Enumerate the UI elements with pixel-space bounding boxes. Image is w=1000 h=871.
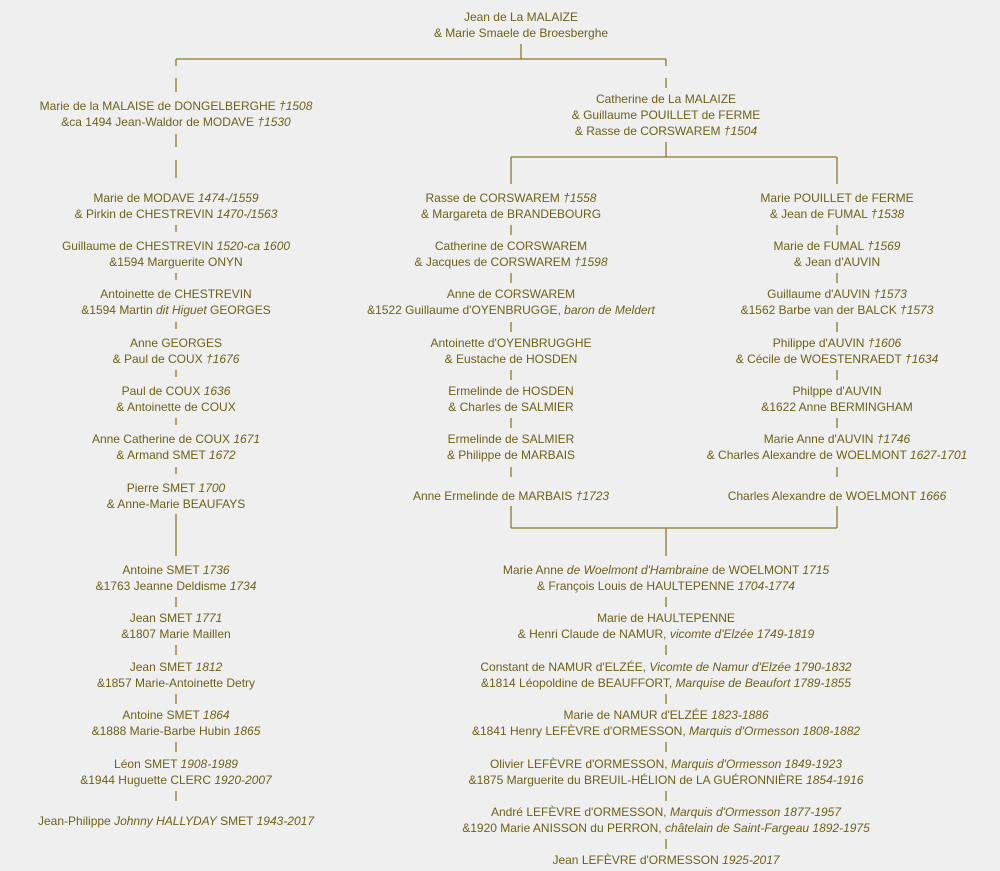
person-catherine-corswarem bbox=[415, 238, 608, 270]
person-text: Anne Ermelinde de MARBAIS bbox=[412, 489, 576, 503]
person-text: & Philippe de MARBAIS bbox=[446, 448, 576, 462]
person-date-or-title: 1474-/1559 bbox=[197, 191, 259, 205]
person-text: Catherine de La MALAIZE bbox=[595, 92, 737, 106]
person-text: &1594 Martin bbox=[81, 303, 156, 317]
person-antoine-smet-1864 bbox=[92, 707, 261, 739]
person-text: & Jean d'AUVIN bbox=[793, 255, 881, 269]
person-text: Léon SMET bbox=[114, 757, 181, 771]
person-date-or-title: 1636 bbox=[203, 384, 231, 398]
person-date-or-title: Marquis d'Ormesson 1849-1923 bbox=[670, 757, 843, 771]
person-text: &1622 Anne BERMINGHAM bbox=[761, 400, 913, 414]
person-text: Ermelinde de HOSDEN bbox=[448, 384, 574, 398]
person-line bbox=[518, 626, 814, 642]
person-text: Guillaume d'AUVIN bbox=[767, 287, 874, 301]
person-catherine-malaize bbox=[572, 91, 761, 139]
person-line bbox=[761, 399, 912, 415]
person-date-or-title: vicomte d'Elzée 1749-1819 bbox=[669, 627, 815, 641]
person-line bbox=[92, 707, 261, 723]
person-line bbox=[415, 254, 608, 270]
person-text: Constant de NAMUR d'ELZÉE, bbox=[480, 660, 650, 674]
person-text: Pierre SMET bbox=[126, 481, 199, 495]
person-line bbox=[434, 9, 608, 25]
person-text: Antoine SMET bbox=[122, 708, 203, 722]
person-line bbox=[413, 488, 609, 504]
person-rasse-corswarem bbox=[421, 190, 601, 222]
person-date-or-title: 1823-1886 bbox=[711, 708, 769, 722]
person-text: & Eustache de HOSDEN bbox=[444, 352, 578, 366]
person-jean-smet-1771 bbox=[121, 610, 230, 642]
person-text: &1841 Henry LEFÈVRE d'ORMESSON, bbox=[471, 724, 689, 738]
person-line bbox=[760, 206, 913, 222]
person-line bbox=[518, 610, 814, 626]
person-text: Anne Catherine de COUX bbox=[91, 432, 234, 446]
person-constant-namur bbox=[480, 659, 851, 691]
person-antoinette-oyenbrugghe bbox=[430, 335, 591, 367]
person-text: Antoine SMET bbox=[122, 563, 203, 577]
person-date-or-title: 1734 bbox=[229, 579, 257, 593]
person-text: &1594 Marguerite ONYN bbox=[109, 255, 243, 269]
person-line bbox=[448, 399, 573, 415]
person-text: Marie de HAULTEPENNE bbox=[597, 611, 735, 625]
person-line bbox=[96, 578, 257, 594]
person-date-or-title: 1704-1774 bbox=[737, 579, 795, 593]
person-line bbox=[415, 238, 608, 254]
person-text: Philippe d'AUVIN bbox=[772, 336, 868, 350]
person-text: & Pirkin de CHESTREVIN bbox=[74, 207, 217, 221]
person-text: &ca 1494 Jean-Waldor de MODAVE bbox=[61, 115, 258, 129]
person-text: & Marie Smaele de Broesberghe bbox=[433, 26, 609, 40]
person-ermelinde-hosden bbox=[448, 383, 573, 415]
person-text: Marie de NAMUR d'ELZÉE bbox=[563, 708, 712, 722]
person-line bbox=[421, 206, 601, 222]
person-text: Jean-Philippe bbox=[38, 814, 115, 828]
person-line bbox=[728, 488, 947, 504]
person-date-or-title: 1854-1916 bbox=[806, 773, 864, 787]
person-line bbox=[81, 302, 270, 318]
person-line bbox=[116, 383, 235, 399]
person-line bbox=[447, 431, 575, 447]
person-ermelinde-salmier bbox=[447, 431, 575, 463]
person-date-or-title: 1736 bbox=[202, 563, 230, 577]
person-anne-corswarem bbox=[367, 286, 655, 318]
person-line bbox=[75, 206, 278, 222]
person-line bbox=[741, 286, 934, 302]
person-text: &1944 Huguette CLERC bbox=[80, 773, 215, 787]
person-text: & Cécile de WOESTENRAEDT bbox=[735, 352, 905, 366]
person-line bbox=[80, 756, 271, 772]
person-line bbox=[40, 98, 313, 114]
person-line bbox=[92, 447, 260, 463]
person-date-or-title: 1908-1989 bbox=[180, 757, 238, 771]
person-date-or-title: 1672 bbox=[208, 448, 236, 462]
person-line bbox=[75, 190, 278, 206]
person-date-or-title: de Woelmont d'Hambraine bbox=[566, 563, 709, 577]
person-date-or-title: 1864 bbox=[202, 708, 230, 722]
person-text: de WOELMONT bbox=[708, 563, 803, 577]
person-line bbox=[462, 820, 870, 836]
person-text: &1522 Guillaume d'OYENBRUGGE, bbox=[367, 303, 565, 317]
person-marie-anne-auvin bbox=[707, 431, 968, 463]
person-marie-anne-woelmont bbox=[503, 562, 829, 594]
person-antoine-smet-1736 bbox=[96, 562, 257, 594]
person-text: Marie Anne d'AUVIN bbox=[763, 432, 877, 446]
person-date-or-title: †1746 bbox=[876, 432, 911, 446]
person-date-or-title: 1925-2017 bbox=[722, 853, 780, 867]
person-text: & Charles de SALMIER bbox=[448, 400, 574, 414]
person-date-or-title: †1634 bbox=[904, 352, 939, 366]
person-date-or-title: 1715 bbox=[802, 563, 830, 577]
person-text: &1807 Marie Maillen bbox=[121, 627, 231, 641]
person-olivier-ormesson bbox=[469, 756, 864, 788]
person-date-or-title: baron de Meldert bbox=[564, 303, 655, 317]
person-line bbox=[761, 383, 912, 399]
person-text: & Charles Alexandre de WOELMONT bbox=[706, 448, 910, 462]
person-text: Olivier LEFÈVRE d'ORMESSON, bbox=[489, 757, 671, 771]
person-date-or-title: †1569 bbox=[867, 239, 901, 253]
person-text: & François Louis de HAULTEPENNE bbox=[537, 579, 738, 593]
person-text: Jean SMET bbox=[129, 660, 196, 674]
person-line bbox=[367, 302, 655, 318]
person-text: &1857 Marie-Antoinette Detry bbox=[96, 676, 256, 690]
person-date-or-title: †1723 bbox=[575, 489, 610, 503]
person-marie-fumal bbox=[774, 238, 901, 270]
person-text: & Margareta de BRANDEBOURG bbox=[420, 207, 602, 221]
person-marie-haultepenne bbox=[518, 610, 814, 642]
person-line bbox=[97, 675, 255, 691]
person-text: & Henri Claude de NAMUR, bbox=[517, 627, 670, 641]
person-text: &1875 Marguerite du BREUIL-HÉLION de LA GUÉRONNIÈRE bbox=[468, 773, 807, 787]
person-line bbox=[96, 562, 257, 578]
person-text: Marie POUILLET de FERME bbox=[760, 191, 914, 205]
person-anne-georges bbox=[113, 335, 240, 367]
person-date-or-title: †1573 bbox=[873, 287, 907, 301]
person-line bbox=[421, 190, 601, 206]
person-line bbox=[736, 335, 939, 351]
person-line bbox=[121, 626, 230, 642]
person-line bbox=[367, 286, 655, 302]
person-line bbox=[121, 610, 230, 626]
person-line bbox=[92, 431, 260, 447]
person-line bbox=[736, 351, 939, 367]
person-text: &1920 Marie ANISSON du PERRON, bbox=[462, 821, 665, 835]
person-johnny-hallyday bbox=[38, 813, 314, 829]
person-text: Antoinette d'OYENBRUGGHE bbox=[430, 336, 592, 350]
person-text: & Anne-Marie BEAUFAYS bbox=[106, 497, 246, 511]
person-antoinette-chestrevin bbox=[81, 286, 270, 318]
person-text: Marie de FUMAL bbox=[773, 239, 868, 253]
person-text: & Armand SMET bbox=[116, 448, 209, 462]
person-line bbox=[62, 254, 290, 270]
person-date-or-title: †1573 bbox=[900, 303, 934, 317]
person-line bbox=[707, 431, 968, 447]
person-line bbox=[448, 383, 573, 399]
person-line bbox=[774, 254, 901, 270]
person-line bbox=[116, 399, 235, 415]
person-leon-smet bbox=[80, 756, 271, 788]
person-marie-modave bbox=[75, 190, 278, 222]
person-line bbox=[480, 675, 851, 691]
person-line bbox=[97, 659, 255, 675]
person-date-or-title: Marquis d'Ormesson 1877-1957 bbox=[669, 805, 842, 819]
person-andre-ormesson bbox=[462, 804, 870, 836]
person-paul-coux bbox=[116, 383, 235, 415]
person-text: Philppe d'AUVIN bbox=[792, 384, 882, 398]
person-text: Anne de CORSWAREM bbox=[446, 287, 576, 301]
person-line bbox=[472, 707, 860, 723]
person-line bbox=[503, 578, 829, 594]
person-line bbox=[113, 335, 240, 351]
person-line bbox=[480, 659, 851, 675]
person-line bbox=[552, 852, 779, 868]
person-date-or-title: †1538 bbox=[870, 207, 905, 221]
person-date-or-title: 1520-ca 1600 bbox=[216, 239, 291, 253]
person-text: Marie de la MALAISE de DONGELBERGHE bbox=[39, 99, 280, 113]
person-line bbox=[469, 756, 864, 772]
person-date-or-title: 1943-2017 bbox=[256, 814, 314, 828]
person-date-or-title: †1598 bbox=[574, 255, 608, 269]
person-text: & Jacques de CORSWAREM bbox=[414, 255, 575, 269]
person-line bbox=[572, 91, 761, 107]
person-text: Paul de COUX bbox=[121, 384, 204, 398]
person-date-or-title: 1666 bbox=[919, 489, 947, 503]
person-text: Antoinette de CHESTREVIN bbox=[100, 287, 252, 301]
person-marie-namur-elzee bbox=[472, 707, 860, 739]
person-line bbox=[472, 723, 860, 739]
person-line bbox=[462, 804, 870, 820]
person-date-or-title: 1920-2007 bbox=[214, 773, 272, 787]
person-text: Guillaume de CHESTREVIN bbox=[61, 239, 217, 253]
person-date-or-title: 1700 bbox=[198, 481, 226, 495]
person-date-or-title: †1676 bbox=[206, 352, 240, 366]
person-text: &1763 Jeanne Deldisme bbox=[95, 579, 230, 593]
person-line bbox=[434, 25, 608, 41]
person-text: Marie Anne bbox=[502, 563, 567, 577]
person-text: & Rasse de CORSWAREM bbox=[574, 124, 724, 138]
person-date-or-title: châtelain de Saint-Fargeau 1892-1975 bbox=[664, 821, 870, 835]
person-date-or-title: †1530 bbox=[257, 115, 291, 129]
person-line bbox=[469, 772, 864, 788]
person-text: & Antoinette de COUX bbox=[116, 400, 236, 414]
person-line bbox=[113, 351, 240, 367]
person-date-or-title: †1558 bbox=[563, 191, 597, 205]
person-text: André LEFÈVRE d'ORMESSON, bbox=[490, 805, 670, 819]
person-text: & Guillaume POUILLET de FERME bbox=[571, 108, 761, 122]
person-text: Charles Alexandre de WOELMONT bbox=[727, 489, 920, 503]
person-line bbox=[760, 190, 913, 206]
person-date-or-title: †1508 bbox=[279, 99, 313, 113]
person-line bbox=[572, 107, 761, 123]
person-guillaume-chestrevin bbox=[62, 238, 290, 270]
person-text: Jean SMET bbox=[129, 611, 196, 625]
person-line bbox=[107, 496, 246, 512]
person-date-or-title: †1606 bbox=[867, 336, 902, 350]
person-marie-pouillet bbox=[760, 190, 913, 222]
person-date-or-title: 1470-/1563 bbox=[216, 207, 278, 221]
person-date-or-title: 1627-1701 bbox=[909, 448, 968, 462]
person-text: SMET bbox=[216, 814, 257, 828]
person-text: GEORGES bbox=[206, 303, 271, 317]
person-date-or-title: †1504 bbox=[723, 124, 758, 138]
person-philppe-auvin bbox=[761, 383, 912, 415]
person-line bbox=[81, 286, 270, 302]
person-line bbox=[38, 813, 314, 829]
person-line bbox=[40, 114, 313, 130]
person-date-or-title: 1812 bbox=[195, 660, 223, 674]
person-line bbox=[80, 772, 271, 788]
person-line bbox=[741, 302, 934, 318]
person-anne-catherine-coux bbox=[92, 431, 260, 463]
person-line bbox=[447, 447, 575, 463]
person-date-or-title: dit Higuet bbox=[156, 303, 207, 317]
person-text: & Jean de FUMAL bbox=[769, 207, 871, 221]
person-line bbox=[774, 238, 901, 254]
person-guillaume-auvin bbox=[741, 286, 934, 318]
person-text: Jean LEFÈVRE d'ORMESSON bbox=[552, 853, 723, 867]
person-text: &1888 Marie-Barbe Hubin bbox=[91, 724, 234, 738]
person-text: Rasse de CORSWAREM bbox=[425, 191, 564, 205]
person-date-or-title: Johnny HALLYDAY bbox=[114, 814, 217, 828]
person-line bbox=[430, 351, 591, 367]
person-root bbox=[434, 9, 608, 41]
person-text: Ermelinde de SALMIER bbox=[447, 432, 575, 446]
person-jean-smet-1812 bbox=[97, 659, 255, 691]
person-charles-alexandre-woelmont bbox=[728, 488, 947, 504]
person-anne-ermelinde-marbais bbox=[413, 488, 609, 504]
person-line bbox=[430, 335, 591, 351]
person-line bbox=[503, 562, 829, 578]
person-date-or-title: Marquis d'Ormesson 1808-1882 bbox=[689, 724, 861, 738]
person-philippe-auvin-1606 bbox=[736, 335, 939, 367]
person-date-or-title: Vicomte de Namur d'Elzée 1790-1832 bbox=[649, 660, 852, 674]
person-date-or-title: 1865 bbox=[233, 724, 261, 738]
person-date-or-title: 1771 bbox=[195, 611, 223, 625]
person-text: Marie de MODAVE bbox=[93, 191, 198, 205]
person-text: Catherine de CORSWAREM bbox=[434, 239, 588, 253]
person-date-or-title: 1671 bbox=[233, 432, 261, 446]
person-text: Anne GEORGES bbox=[129, 336, 223, 350]
person-date-or-title: Marquise de Beaufort 1789-1855 bbox=[675, 676, 852, 690]
person-marie-malaise bbox=[40, 98, 313, 130]
person-jean-ormesson bbox=[552, 852, 779, 868]
person-line bbox=[707, 447, 968, 463]
person-text: Jean de La MALAIZE bbox=[463, 10, 579, 24]
person-text: &1814 Léopoldine de BEAUFFORT, bbox=[480, 676, 676, 690]
person-line bbox=[572, 123, 761, 139]
person-line bbox=[62, 238, 290, 254]
person-text: &1562 Barbe van der BALCK bbox=[740, 303, 901, 317]
person-pierre-smet bbox=[107, 480, 246, 512]
person-text: & Paul de COUX bbox=[112, 352, 206, 366]
person-line bbox=[92, 723, 261, 739]
person-line bbox=[107, 480, 246, 496]
